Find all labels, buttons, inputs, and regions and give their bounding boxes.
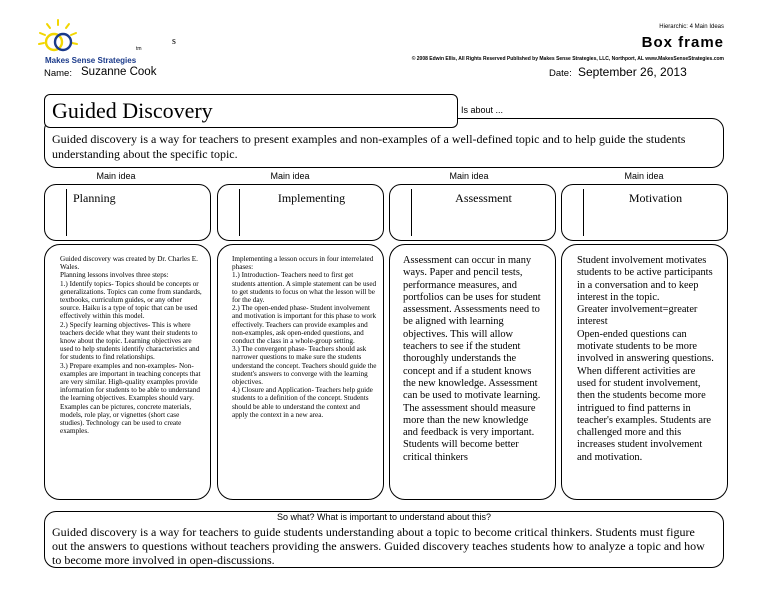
topic-title-box — [44, 94, 458, 128]
main-idea-label-1: Main idea — [96, 171, 136, 181]
details-box-implementing — [217, 244, 384, 500]
vertical-rule — [66, 189, 67, 236]
main-idea-box-implementing — [217, 184, 384, 241]
logo — [34, 16, 94, 58]
date-value: September 26, 2013 — [578, 65, 687, 79]
name-label: Name: — [44, 68, 72, 79]
topic-description: Guided discovery is a way for teachers to present examples and non-examples of a well-defined topic and to help guide the students understanding about the specific topic. — [52, 132, 686, 161]
so-what-text: Guided discovery is a way for teachers to guide students understanding about a topic to become critical thinkers. Students must figure out the answers to questions without teachers providing the answers. Guided discovery teaches students how to analyze a topic and how to become more involved in open-discussions. — [52, 525, 705, 567]
main-idea-title: Assessment — [455, 191, 512, 205]
date-label: Date: — [549, 68, 572, 79]
main-idea-title: Motivation — [628, 191, 683, 205]
main-idea-label-2: Main idea — [270, 171, 310, 181]
details-box-motivation — [561, 244, 728, 500]
is-about-label: Is about ... — [461, 105, 504, 115]
topic-title: Guided Discovery — [52, 98, 213, 123]
details-text: Implementing a lesson occurs in four interrelated phases: 1.) Introduction- Teachers need to first get students attention. A simple statement can be used to get students to focus on what the lesson will be for the day. 2.) The open-ended phase- Student involvement and motivation is important for this phase to work effectively. Teachers can provide examples and non-examples, ask open-ended questions, and conduct the class in a whole-group setting. 3.) The convergent phase- Teachers should ask narrower questions to make sure the students understand the concept. Teachers should guide the student's answers to converge with the learning objectives. 4.) Closure and Application- Teachers help guide students to a definition of the concept. Students should be able to understand the context and apply the context in a new area. — [232, 255, 377, 419]
copyright-line: © 2008 Edwin Ellis, All Rights Reserved Published by Makes Sense Strategies, LLC, Northport, AL www.MakesSenseStrategies.com — [411, 56, 724, 62]
main-idea-box-assessment — [389, 184, 556, 241]
details-text: Assessment can occur in many ways. Paper and pencil tests, performance measures, and portfolios can be uses for student assessment. Assessments need to be aligned with learning objectives. This will allow teachers to see if the student thoroughly understands the concept and if a student knows the new knowledge. Assessment can be used to motivate learning. The assessment should measure more than the new knowledge and feedback is very important. Students will become better critical thinkers — [403, 255, 541, 463]
main-idea-box-planning — [44, 184, 211, 241]
details-text: Guided discovery was created by Dr. Charles E. Wales. Planning lessons involves three steps: 1.) Identify topics- Topics should be concepts or generalizations. Topics can come from standards, textbooks, curriculum guides, or any other source. Haiku is a type of topic that can be used effectively within this model. 2.) Specify learning objectives- This is where teachers decide what they want their students to know about the topic. Learning objectives are used to help students identify characteristics and for students to find relationships. 3.) Prepare examples and non-examples- Non-examples are important in teaching concepts that are very similar. High-quality examples provide information for students to be able to understand the learning objectives. Examples should vary. Examples can be pictures, concrete materials, models, role play, or vignettes (short case studies). Technology can be used to create examples. — [60, 255, 202, 436]
logo-mark-icon — [34, 16, 94, 58]
frame-title: Box frame — [641, 34, 724, 51]
main-idea-title: Planning — [73, 191, 116, 205]
main-idea-box-motivation — [561, 184, 728, 241]
hierarchic-label: Hierarchic: 4 Main Ideas — [659, 24, 724, 30]
main-idea-title: Implementing — [277, 191, 346, 205]
so-what-label: So what? What is important to understand about this? — [276, 512, 492, 522]
main-idea-label-4: Main idea — [624, 171, 664, 181]
logo-text: Makes Sense Strategies — [45, 56, 137, 65]
details-text: Student involvement motivates students to be active participants in a conversation and to keep interest in the topic. Greater involvement=greater interest Open-ended questions can motivate students to be more involved in answering questions. When different activities are used for student involvement, then the students become more intrigued to find patterns in teacher's examples. Students are challenged more and this increases student involvement and motivation. — [577, 255, 714, 463]
name-value: Suzanne Cook — [81, 66, 157, 78]
stray-mark: s — [172, 36, 176, 47]
details-box-assessment — [389, 244, 556, 500]
details-box-planning — [44, 244, 211, 500]
main-idea-label-3: Main idea — [449, 171, 489, 181]
logo-tm: tm — [136, 46, 142, 52]
so-what-box — [44, 511, 724, 568]
